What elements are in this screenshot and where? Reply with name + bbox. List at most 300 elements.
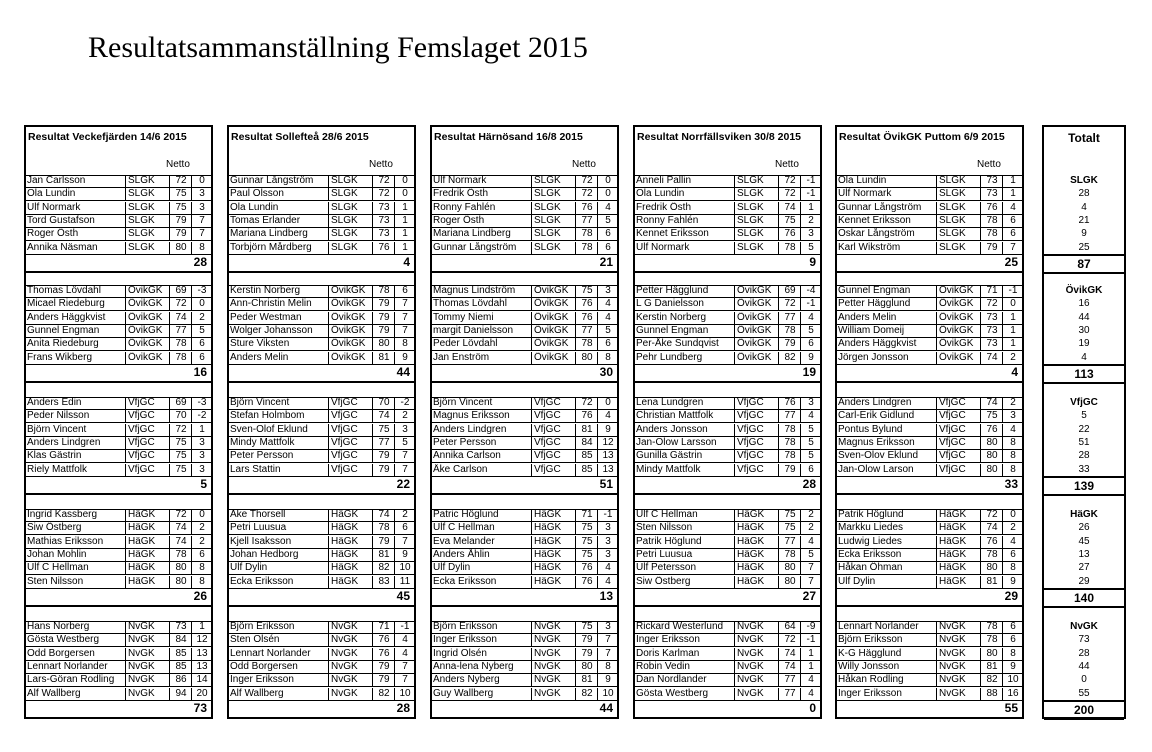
group-divider: [432, 271, 617, 273]
netto-score: 2: [800, 522, 821, 534]
score: 78: [980, 621, 1003, 633]
group-divider: [635, 717, 820, 719]
club: VfjGC: [328, 397, 372, 409]
netto-label: Netto: [775, 159, 799, 170]
group-divider: [229, 271, 414, 273]
table-row: [837, 352, 1022, 365]
netto-score: 3: [1002, 410, 1023, 422]
table-row: [26, 202, 211, 215]
player-name: L G Danielsson: [636, 298, 704, 310]
competition-panel: [633, 125, 822, 719]
netto-score: 3: [191, 202, 212, 214]
score: 78: [778, 437, 801, 449]
club: HäGK: [125, 562, 169, 574]
player-name: Annika Näsman: [27, 241, 98, 253]
player-name: Håkan Rodling: [838, 674, 904, 686]
club: ÖvikGK: [531, 338, 575, 350]
netto-score: 3: [597, 549, 618, 561]
table-row: [635, 228, 820, 241]
table-row: [229, 242, 414, 255]
club: SLGK: [936, 202, 980, 214]
totals-sum: 139: [1044, 476, 1124, 496]
player-name: Christian Mattfolk: [636, 410, 714, 422]
score: 73: [169, 621, 192, 633]
table-row: [635, 562, 820, 575]
netto-score: 6: [597, 338, 618, 350]
netto-score: -1: [800, 175, 821, 187]
score: 79: [778, 338, 801, 350]
score: 80: [169, 576, 192, 588]
totals-value: 45: [1078, 535, 1090, 547]
table-row: [229, 175, 414, 188]
table-row: [229, 437, 414, 450]
group-total: 33: [1004, 477, 1018, 491]
table-row: [229, 410, 414, 423]
player-name: Odd Borgersen: [27, 647, 95, 659]
player-name: Odd Borgersen: [230, 660, 298, 672]
player-name: Kerstin Norberg: [636, 311, 707, 323]
score: 75: [575, 536, 598, 548]
table-row: [837, 450, 1022, 463]
totals-club-name: HäGK: [1070, 509, 1098, 520]
club: ÖvikGK: [328, 352, 372, 364]
totals-value: 33: [1078, 463, 1090, 475]
score: 72: [980, 509, 1003, 521]
score: 78: [575, 338, 598, 350]
netto-score: 9: [597, 424, 618, 436]
table-row: [26, 688, 211, 701]
netto-score: 7: [191, 215, 212, 227]
player-name: Gunnel Engman: [27, 324, 100, 336]
club: SLGK: [125, 175, 169, 187]
player-name: Tomas Erlander: [230, 214, 301, 226]
table-row: [26, 410, 211, 423]
netto-score: 4: [597, 576, 618, 588]
club: NvGK: [531, 648, 575, 660]
netto-score: 6: [800, 338, 821, 350]
club: SLGK: [531, 215, 575, 227]
score: 78: [980, 549, 1003, 561]
group-divider: [229, 493, 414, 495]
player-name: Dan Nordlander: [636, 674, 707, 686]
netto-score: 16: [1002, 688, 1023, 700]
table-row: [635, 674, 820, 687]
score: 72: [372, 175, 395, 187]
player-name: Kerstin Norberg: [230, 285, 301, 296]
player-name: Jörgen Jonsson: [838, 351, 909, 363]
netto-score: 7: [1002, 242, 1023, 254]
table-row: [229, 576, 414, 589]
club: NvGK: [328, 688, 372, 700]
player-name: margit Danielsson: [433, 324, 514, 336]
player-name: Gösta Westberg: [636, 687, 709, 699]
netto-score: 0: [597, 188, 618, 200]
netto-score: 0: [1002, 509, 1023, 521]
player-name: Roger Östh: [27, 228, 79, 240]
group-total: 4: [1011, 365, 1018, 379]
table-row: [837, 188, 1022, 201]
table-row: [635, 509, 820, 522]
group-divider: [635, 493, 820, 495]
table-row: [635, 285, 820, 298]
player-name: Magnus Eriksson: [838, 436, 915, 448]
table-row: [635, 437, 820, 450]
score: 80: [980, 464, 1003, 476]
table-row: [635, 312, 820, 325]
player-name: Stefan Holmbom: [230, 410, 305, 422]
club: ÖvikGK: [734, 338, 778, 350]
score: 77: [372, 437, 395, 449]
club: HäGK: [328, 576, 372, 588]
club: NvGK: [936, 674, 980, 686]
competition-header: Resultat ÖvikGK Puttom 6/9 2015: [839, 131, 1005, 143]
club: VfjGC: [936, 464, 980, 476]
player-name: Lennart Norlander: [27, 660, 108, 672]
player-name: Ulf Normark: [838, 188, 892, 200]
club: VfjGC: [936, 410, 980, 422]
player-name: Siw Östberg: [636, 575, 691, 587]
totals-value: 55: [1078, 687, 1090, 699]
table-row: [432, 338, 617, 351]
table-row: [26, 562, 211, 575]
player-name: Lennart Norlander: [838, 621, 919, 632]
player-name: Anders Melin: [230, 351, 289, 363]
score: 73: [980, 175, 1003, 187]
table-row: [26, 285, 211, 298]
score: 74: [980, 352, 1003, 364]
totals-value: 30: [1078, 324, 1090, 336]
group-total: 29: [1004, 589, 1018, 603]
score: 78: [169, 352, 192, 364]
player-name: Anders Melin: [838, 311, 897, 323]
player-name: Peder Lövdahl: [433, 338, 498, 350]
player-name: Åke Thorsell: [230, 509, 286, 520]
player-name: Anders Häggkvist: [27, 311, 106, 323]
score: 85: [575, 464, 598, 476]
club: SLGK: [936, 242, 980, 254]
netto-score: 1: [394, 242, 415, 254]
player-name: Anders Häggkvist: [838, 338, 917, 350]
group-divider: [635, 605, 820, 607]
table-row: [432, 175, 617, 188]
score: 78: [169, 338, 192, 350]
table-row: [635, 338, 820, 351]
player-name: Fredrik Östh: [433, 188, 489, 200]
table-row: [229, 188, 414, 201]
score: 72: [169, 298, 192, 310]
club: SLGK: [125, 242, 169, 254]
netto-score: 2: [800, 215, 821, 227]
table-row: [229, 509, 414, 522]
table-row: [837, 509, 1022, 522]
club: HäGK: [531, 522, 575, 534]
player-name: Peter Persson: [230, 450, 294, 462]
score: 72: [575, 188, 598, 200]
score: 75: [372, 424, 395, 436]
netto-score: 5: [800, 424, 821, 436]
netto-score: 8: [394, 338, 415, 350]
player-name: Peter Persson: [433, 436, 497, 448]
club: SLGK: [531, 188, 575, 200]
score: 72: [372, 188, 395, 200]
netto-score: 0: [394, 188, 415, 200]
table-row: [432, 450, 617, 463]
player-name: Thomas Lövdahl: [433, 298, 507, 310]
score: 74: [980, 397, 1003, 409]
score: 73: [372, 228, 395, 240]
player-name: Johan Hedborg: [230, 548, 299, 560]
totals-sum: 87: [1044, 254, 1124, 274]
totals-sum: 113: [1044, 364, 1124, 384]
score: 80: [778, 562, 801, 574]
club: SLGK: [734, 175, 778, 187]
player-name: Ulf Normark: [27, 201, 81, 213]
netto-score: 4: [597, 312, 618, 324]
table-row: [26, 674, 211, 687]
score: 77: [778, 312, 801, 324]
score: 76: [575, 410, 598, 422]
group-divider: [26, 381, 211, 383]
netto-score: 6: [597, 242, 618, 254]
score: 80: [169, 242, 192, 254]
netto-score: -1: [800, 188, 821, 200]
score: 80: [575, 352, 598, 364]
group-total: 28: [396, 701, 410, 715]
netto-score: 6: [1002, 621, 1023, 633]
player-name: Ronny Fahlén: [433, 201, 496, 213]
player-name: Petter Hägglund: [636, 285, 709, 296]
group-divider: [26, 493, 211, 495]
club: SLGK: [531, 228, 575, 240]
netto-score: 1: [1002, 338, 1023, 350]
group-divider: [837, 717, 1022, 719]
player-name: Sten Olsén: [230, 634, 280, 646]
club: HäGK: [531, 562, 575, 574]
netto-score: 2: [1002, 352, 1023, 364]
table-row: [229, 202, 414, 215]
club: ÖvikGK: [125, 325, 169, 337]
score: 86: [169, 674, 192, 686]
player-name: Jan Carlsson: [27, 175, 86, 186]
club: SLGK: [125, 215, 169, 227]
score: 73: [372, 202, 395, 214]
score: 84: [575, 437, 598, 449]
player-name: Kjell Isaksson: [230, 535, 292, 547]
score: 71: [372, 621, 395, 633]
club: HäGK: [936, 509, 980, 521]
score: 79: [372, 661, 395, 673]
club: VfjGC: [531, 410, 575, 422]
table-row: [837, 215, 1022, 228]
group-divider: [432, 493, 617, 495]
club: NvGK: [531, 621, 575, 633]
table-row: [432, 298, 617, 311]
player-name: Ola Lundin: [230, 201, 279, 213]
competition-header: Resultat Norrfällsviken 30/8 2015: [637, 131, 802, 143]
group-total: 4: [403, 255, 410, 269]
table-row: [432, 188, 617, 201]
player-name: Sture Viksten: [230, 338, 290, 350]
player-name: Åke Carlson: [433, 463, 488, 475]
player-name: Ulf Normark: [433, 175, 487, 186]
netto-score: 7: [394, 325, 415, 337]
score: 79: [372, 536, 395, 548]
club: SLGK: [734, 202, 778, 214]
table-row: [26, 338, 211, 351]
club: HäGK: [936, 549, 980, 561]
netto-score: 7: [394, 298, 415, 310]
club: SLGK: [734, 215, 778, 227]
score: 75: [169, 188, 192, 200]
score: 77: [575, 215, 598, 227]
totals-club-name: SLGK: [1070, 175, 1098, 186]
netto-score: 2: [1002, 522, 1023, 534]
player-name: Roger Östh: [433, 214, 485, 226]
table-row: [635, 661, 820, 674]
player-name: Petri Luusua: [230, 522, 287, 534]
table-row: [26, 661, 211, 674]
player-name: Ulf Petersson: [636, 562, 697, 574]
group-divider: [635, 271, 820, 273]
score: 85: [169, 661, 192, 673]
score: 74: [372, 509, 395, 521]
player-name: Gösta Westberg: [27, 634, 100, 646]
player-name: Anneli Pallin: [636, 175, 692, 186]
totals-value: 4: [1081, 351, 1087, 363]
totals-value: 29: [1078, 575, 1090, 587]
netto-score: 1: [394, 202, 415, 214]
club: VfjGC: [531, 437, 575, 449]
netto-score: 3: [597, 285, 618, 297]
club: HäGK: [328, 509, 372, 521]
score: 78: [980, 634, 1003, 646]
totals-value: 4: [1081, 201, 1087, 213]
score: 79: [372, 464, 395, 476]
table-row: [26, 215, 211, 228]
table-row: [26, 536, 211, 549]
netto-score: 3: [597, 536, 618, 548]
player-name: Markku Liedes: [838, 522, 904, 534]
table-row: [837, 242, 1022, 255]
player-name: Patric Höglund: [433, 509, 499, 520]
club: NvGK: [734, 661, 778, 673]
player-name: Mariana Lindberg: [433, 228, 511, 240]
table-row: [635, 410, 820, 423]
table-row: [229, 450, 414, 463]
player-name: Anna-lena Nyberg: [433, 660, 514, 672]
player-name: Anita Riedeburg: [27, 338, 99, 350]
club: HäGK: [531, 536, 575, 548]
player-name: Ola Lundin: [838, 175, 887, 186]
netto-score: 7: [394, 536, 415, 548]
netto-score: 1: [800, 648, 821, 660]
player-name: Gunilla Gästrin: [636, 450, 703, 462]
netto-score: 9: [1002, 661, 1023, 673]
netto-score: 9: [394, 352, 415, 364]
table-row: [26, 352, 211, 365]
netto-score: 7: [394, 450, 415, 462]
netto-score: 1: [394, 228, 415, 240]
score: 85: [575, 450, 598, 462]
club: VfjGC: [125, 424, 169, 436]
table-row: [26, 188, 211, 201]
club: SLGK: [125, 202, 169, 214]
club: SLGK: [936, 228, 980, 240]
score: 74: [169, 312, 192, 324]
club: ÖvikGK: [125, 298, 169, 310]
netto-score: 9: [800, 352, 821, 364]
table-row: [26, 634, 211, 647]
table-row: [635, 688, 820, 701]
player-name: Frans Wikberg: [27, 351, 93, 363]
club: VfjGC: [734, 450, 778, 462]
group-total: 44: [396, 365, 410, 379]
netto-score: 7: [800, 562, 821, 574]
player-name: Ludwig Liedes: [838, 535, 902, 547]
netto-score: 8: [1002, 562, 1023, 574]
score: 78: [372, 522, 395, 534]
table-row: [837, 522, 1022, 535]
netto-score: 3: [191, 450, 212, 462]
netto-score: -1: [800, 298, 821, 310]
table-row: [229, 397, 414, 410]
club: VfjGC: [125, 410, 169, 422]
table-row: [26, 509, 211, 522]
club: NvGK: [328, 674, 372, 686]
table-row: [432, 661, 617, 674]
player-name: Anders Nyberg: [433, 674, 500, 686]
group-divider: [229, 717, 414, 719]
player-name: Patrik Höglund: [636, 535, 702, 547]
club: NvGK: [734, 648, 778, 660]
netto-score: 3: [800, 228, 821, 240]
table-row: [432, 242, 617, 255]
club: VfjGC: [328, 437, 372, 449]
table-row: [635, 242, 820, 255]
club: NvGK: [531, 674, 575, 686]
player-name: Ulf Dylin: [230, 562, 268, 574]
score: 78: [980, 228, 1003, 240]
club: VfjGC: [125, 450, 169, 462]
table-row: [837, 228, 1022, 241]
club: HäGK: [125, 549, 169, 561]
score: 76: [372, 634, 395, 646]
player-name: Ulf Dylin: [838, 575, 876, 587]
table-row: [229, 674, 414, 687]
table-row: [635, 522, 820, 535]
score: 79: [372, 325, 395, 337]
netto-score: 4: [597, 298, 618, 310]
player-name: Håkan Öhman: [838, 562, 903, 574]
group-total: 22: [396, 477, 410, 491]
table-row: [229, 338, 414, 351]
score: 82: [372, 688, 395, 700]
netto-score: 3: [394, 424, 415, 436]
table-row: [635, 298, 820, 311]
club: ÖvikGK: [531, 298, 575, 310]
group-total: 25: [1004, 255, 1018, 269]
netto-label: Netto: [572, 159, 596, 170]
club: ÖvikGK: [125, 352, 169, 364]
totals-club-name: ÖvikGK: [1065, 285, 1103, 296]
netto-score: 7: [394, 674, 415, 686]
score: 76: [575, 562, 598, 574]
netto-score: 1: [1002, 175, 1023, 187]
netto-score: 7: [394, 661, 415, 673]
club: HäGK: [936, 522, 980, 534]
player-name: Jan-Olow Larsson: [636, 436, 717, 448]
score: 80: [169, 562, 192, 574]
